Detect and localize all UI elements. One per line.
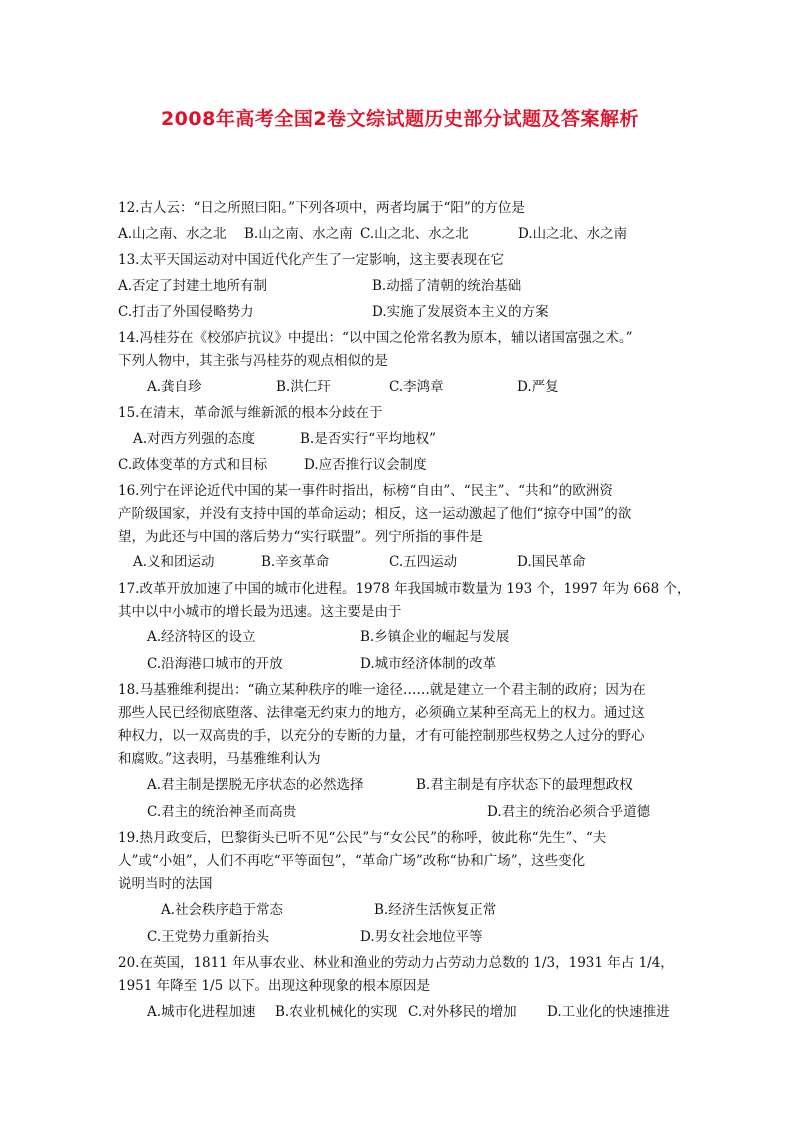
question-18-stem-3: 种权力，以一双高贵的手，以充分的专断的力量，才有可能控制那些权势之人过分的野心 xyxy=(118,728,645,744)
question-17-stem-2: 其中以中小城市的增长最为迅速。这主要是由于 xyxy=(118,604,402,620)
q14-option-a: A.龚自珍 xyxy=(147,379,202,395)
q18-option-c: C.君主的统治神圣而高贵 xyxy=(147,804,297,820)
q12-option-c: C.山之北、水之北 xyxy=(360,226,469,242)
q13-option-a: A.否定了封建土地所有制 xyxy=(118,278,268,294)
question-16-stem-2: 产阶级国家，并没有支持中国的革命运动；相反，这一运动激起了他们“掠夺中国”的欲 xyxy=(118,506,632,522)
question-16-stem-1: 16.列宁在评论近代中国的某一事件时指出，标榜“自由”、“民主”、“共和”的欧洲资 xyxy=(118,483,613,499)
q15-option-a: A.对西方列强的态度 xyxy=(133,431,256,447)
question-19-stem-1: 19.热月政变后，巴黎街头已听不见“公民”与“女公民”的称呼，彼此称“先生”、“夫 xyxy=(118,830,607,846)
q16-option-c: C.五四运动 xyxy=(389,554,458,570)
q17-option-a: A.经济特区的设立 xyxy=(147,629,256,645)
q15-option-d: D.应否推行议会制度 xyxy=(304,457,427,473)
question-18-stem-4: 和腐败。”这表明，马基雅维利认为 xyxy=(118,751,321,767)
q19-option-d: D.男女社会地位平等 xyxy=(360,929,483,945)
question-14-stem-2: 下列人物中，其主张与冯桂芬的观点相似的是 xyxy=(118,353,388,369)
q12-option-d: D.山之北、水之南 xyxy=(518,226,628,242)
question-12-stem: 12.古人云：“日之所照曰阳。”下列各项中，两者均属于“阳”的方位是 xyxy=(118,200,525,216)
q14-option-c: C.李鸿章 xyxy=(389,379,444,395)
question-18-stem-2: 那些人民已经彻底堕落、法律毫无约束力的地方，必须确立某种至高无上的权力。通过这 xyxy=(118,705,645,721)
q16-option-a: A.义和团运动 xyxy=(133,554,215,570)
q20-option-c: C.对外移民的增加 xyxy=(408,1004,517,1020)
q16-option-b: B.辛亥革命 xyxy=(261,554,330,570)
q13-option-c: C.打击了外国侵略势力 xyxy=(118,304,254,320)
q14-option-b: B.洪仁玕 xyxy=(276,379,331,395)
question-19-stem-3: 说明当时的法国 xyxy=(118,876,213,892)
question-20-stem-2: 1951 年降至 1/5 以下。出现这种现象的根本原因是 xyxy=(118,978,430,994)
question-16-stem-3: 望，为此还与中国的落后势力“实行联盟”。列宁所指的事件是 xyxy=(118,529,483,545)
q19-option-a: A.社会秩序趋于常态 xyxy=(161,902,284,918)
q17-option-c: C.沿海港口城市的开放 xyxy=(147,656,283,672)
question-17-stem-1: 17.改革开放加速了中国的城市化进程。1978 年我国城市数量为 193 个，1997 年为 668 个， xyxy=(118,581,691,597)
q12-option-a: A.山之南、水之北 xyxy=(118,226,227,242)
q20-option-d: D.工业化的快速推进 xyxy=(547,1004,670,1020)
q20-option-b: B.农业机械化的实现 xyxy=(275,1004,398,1020)
question-14-stem-1: 14.冯桂芬在《校邠庐抗议》中提出：“以中国之伦常名教为原本，辅以诸国富强之术。” xyxy=(118,330,633,346)
q17-option-d: D.城市经济体制的改革 xyxy=(360,656,497,672)
q19-option-b: B.经济生活恢复正常 xyxy=(374,902,497,918)
q15-option-b: B.是否实行“平均地权” xyxy=(300,431,437,447)
question-19-stem-2: 人”或“小姐”，人们不再吃“平等面包”，“革命广场”改称“协和广场”，这些变化 xyxy=(118,853,586,869)
question-15-stem: 15.在清末，革命派与维新派的根本分歧在于 xyxy=(118,405,383,421)
q17-option-b: B.乡镇企业的崛起与发展 xyxy=(360,629,510,645)
question-20-stem-1: 20.在英国，1811 年从事农业、林业和渔业的劳动力占劳动力总数的 1/3，1931 年占 1/4， xyxy=(118,955,674,971)
q14-option-d: D.严复 xyxy=(517,379,559,395)
page-title: 2008年高考全国2卷文综试题历史部分试题及答案解析 xyxy=(160,108,640,130)
question-18-stem-1: 18.马基雅维利提出：“确立某种秩序的唯一途径……就是建立一个君主制的政府；因为在 xyxy=(118,682,646,698)
q19-option-c: C.王党势力重新抬头 xyxy=(147,929,270,945)
q16-option-d: D.国民革命 xyxy=(517,554,586,570)
q12-option-b: B.山之南、水之南 xyxy=(244,226,353,242)
question-13-stem: 13.太平天国运动对中国近代化产生了一定影响，这主要表现在它 xyxy=(118,252,504,268)
q20-option-a: A.城市化进程加速 xyxy=(147,1004,256,1020)
q13-option-b: B.动摇了清朝的统治基础 xyxy=(372,278,522,294)
q18-option-a: A.君主制是摆脱无序状态的必然选择 xyxy=(147,777,364,793)
q13-option-d: D.实施了发展资本主义的方案 xyxy=(372,304,549,320)
q15-option-c: C.政体变革的方式和目标 xyxy=(118,457,268,473)
q18-option-d: D.君主的统治必须合乎道德 xyxy=(487,804,651,820)
q18-option-b: B.君主制是有序状态下的最理想政权 xyxy=(416,777,633,793)
